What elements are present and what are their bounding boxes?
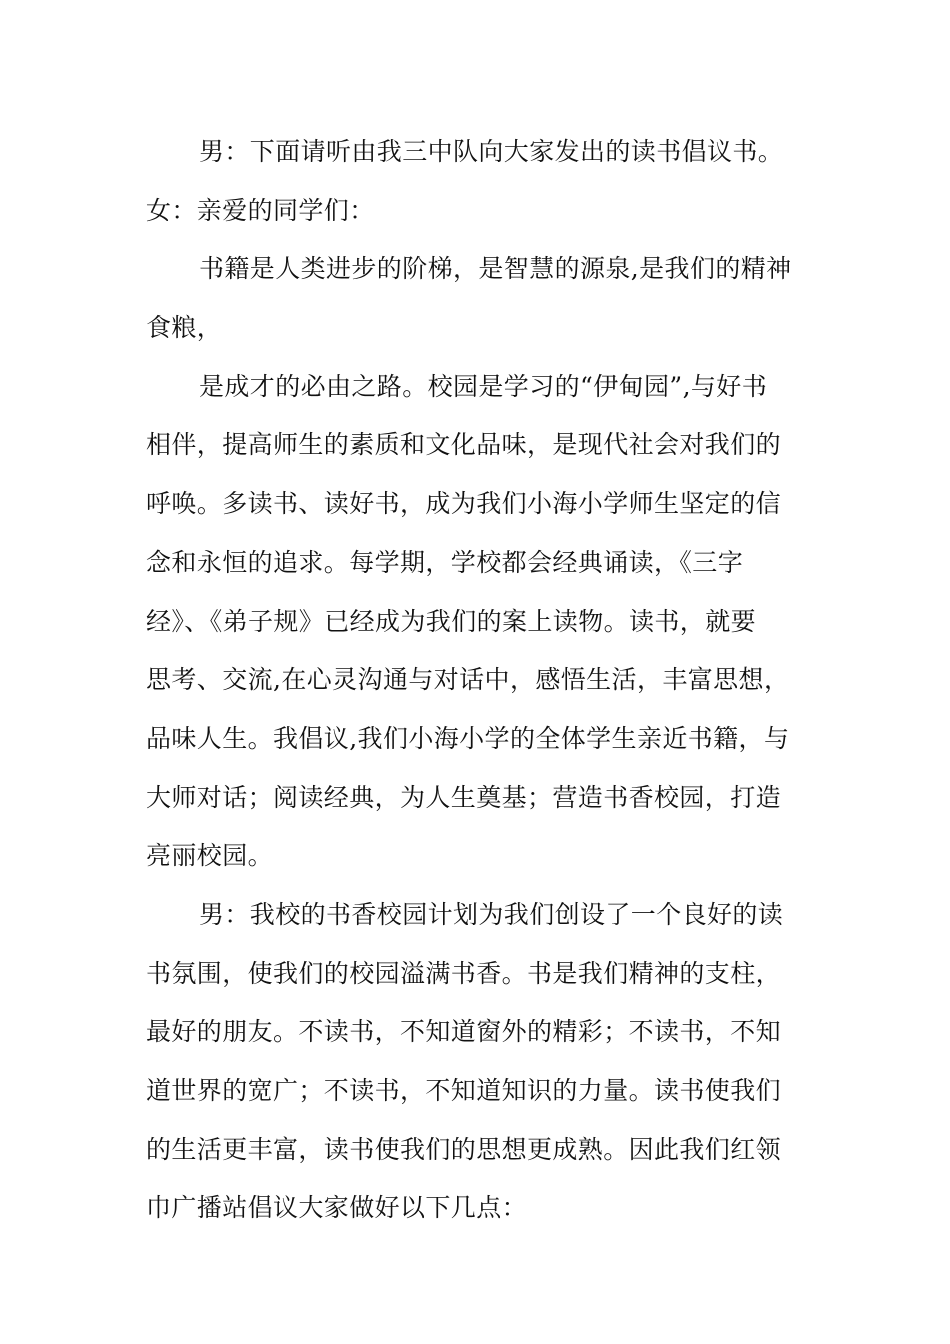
text-line: 是成才的必由之路。校园是学习的“伊甸园”,与好书 [199,371,768,401]
text-line: 大师对话；阅读经典，为人生奠基；营造书香校园，打造 [146,782,782,812]
text-line: 女：亲爱的同学们： [146,195,375,225]
text-line: 书籍是人类进步的阶梯，是智慧的源泉,是我们的精神 [199,254,792,284]
text-line: 食粮， [146,313,223,343]
text-line: 书氛围，使我们的校园溢满书香。书是我们精神的支柱， [146,958,782,988]
text-line: 男：下面请听由我三中队向大家发出的读书倡议书。 [199,137,784,166]
text-line: 品味人生。我倡议,我们小海小学的全体学生亲近书籍，与 [146,723,790,753]
text-line: 最好的朋友。不读书，不知道窗外的精彩；不读书，不知 [146,1017,782,1047]
text-line: 亮丽校园。 [146,841,274,871]
text-line: 念和永恒的追求。每学期，学校都会经典诵读，《三字 [146,547,744,577]
text-line: 经》、《弟子规》已经成为我们的案上读物。读书，就要 [146,606,757,636]
text-line: 思考、交流,在心灵沟通与对话中，感悟生活，丰富思想， [146,665,790,695]
text-line: 道世界的宽广；不读书，不知道知识的力量。读书使我们 [146,1076,782,1105]
document-body [146,130,810,1245]
text-line: 呼唤。多读书、读好书，成为我们小海小学师生坚定的信 [146,489,782,519]
text-line: 的生活更丰富，读书使我们的思想更成熟。因此我们红领 [146,1134,782,1164]
text-line: 相伴，提高师生的素质和文化品味，是现代社会对我们的 [146,430,782,460]
text-line: 巾广播站倡议大家做好以下几点： [146,1193,528,1223]
text-line: 男：我校的书香校园计划为我们创设了一个良好的读 [199,899,784,929]
